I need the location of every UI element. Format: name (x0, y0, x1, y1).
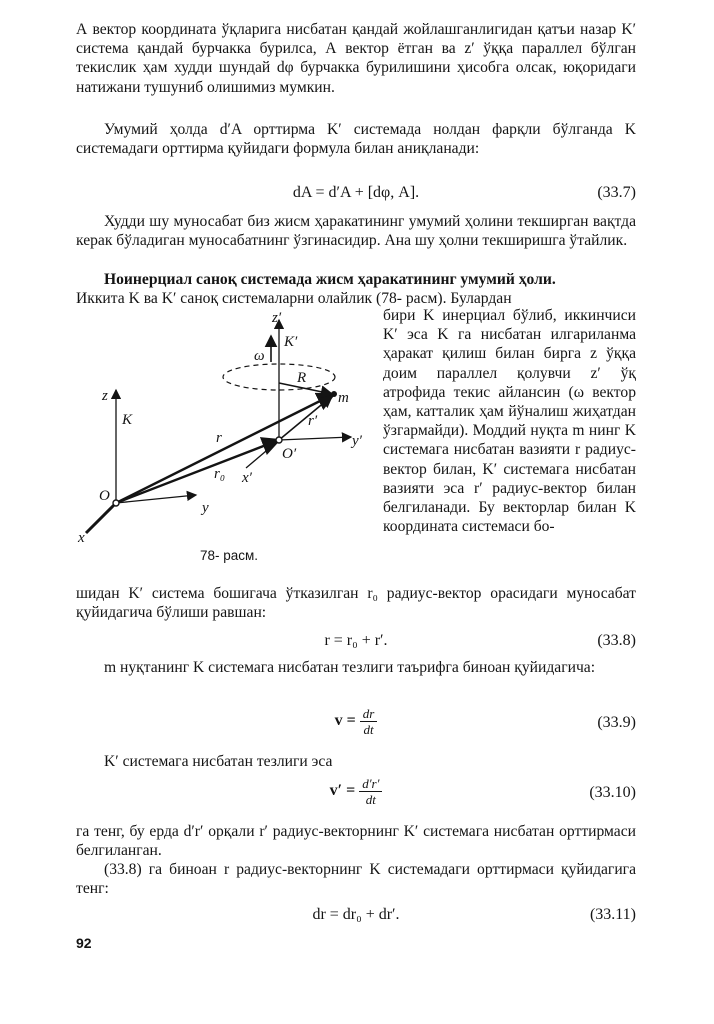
equation-33-8-number: (33.8) (597, 632, 636, 649)
y-prime-axis (279, 437, 351, 440)
label-y: y (202, 500, 209, 516)
equation-33-8 (76, 630, 636, 654)
label-K-prime: K′ (284, 334, 298, 350)
r-vector (116, 394, 334, 503)
equation-33-10-fraction (359, 776, 382, 807)
x-prime-axis (246, 440, 279, 468)
equation-33-9 (76, 706, 636, 740)
relation-text: Худди шу муносабат биз жисм ҳаракатининг умумий ҳолини текширган вақтда керак бўладиган муносабатнинг ўзгинасидир. Ана шу ҳолни текширишга ўтайлик. (76, 213, 636, 250)
paragraph-velocity-K-prime (76, 752, 636, 771)
equation-33-7-number: (33.7) (597, 184, 636, 201)
paragraph-radius-relation (76, 584, 636, 622)
label-r-prime: r′ (308, 413, 318, 429)
label-y-prime: y′ (352, 433, 362, 449)
equation-33-7 (76, 182, 636, 206)
paragraph-general-case (76, 120, 636, 158)
equation-33-11-number: (33.11) (589, 906, 636, 923)
section-heading: Ноинерциал саноқ системада жисм ҳаракатининг умумий ҳоли. (104, 271, 556, 288)
origin-O-prime (276, 437, 282, 443)
systems-intro-text: Иккита K ва K′ саноқ системаларни олайлик (78- расм). Булардан (76, 290, 512, 308)
label-m: m (338, 390, 349, 406)
equation-33-9-denominator: dt (363, 722, 374, 737)
label-r: r (216, 430, 222, 446)
paragraph-velocity-K (76, 658, 636, 677)
equation-33-10-formula (76, 776, 636, 807)
label-x: x (78, 530, 85, 546)
general-case-text: Умумий ҳолда d′A орттирма K′ системада нолдан фарқли бўлганда K системадаги орттирма қуйидаги формула билан аниқланади: (76, 121, 636, 158)
page-number: 92 (76, 935, 92, 951)
equation-33-10-denominator: dt (365, 792, 376, 807)
increment-K-text: (33.8) га биноан r радиус-векторнинг K системадаги орттирмаси қуйидагига тенг: (76, 861, 636, 898)
point-m (331, 391, 337, 397)
equation-33-10-lhs: v′ = (329, 782, 356, 800)
equation-33-9-lhs: v = (334, 712, 356, 730)
label-K: K (122, 412, 133, 428)
paragraph-increment-definition (76, 822, 636, 860)
side-text: бири K инерциал бўлиб, иккинчиси K′ эса K га нисбатан илгариланма ҳаракат қилиш билан бирга z ўққа доим параллел қолувчи z′ ўқ атрофида текис айлансин (ω вектор ҳам, катталик ҳам йўналиш жиҳатдан ўзгармайди). Моддий нуқта m нинг K системага нисбатан вазияти r радиус-вектор билан, K′ системага нисбатан вазияти эса r′ радиус-вектор билан белгиланади. Бу векторлар билан K координата системаси бо- (383, 307, 636, 536)
label-x-prime: x′ (242, 470, 252, 486)
label-z-prime: z′ (272, 310, 282, 326)
equation-33-8-formula: r = r₀ + r′. (324, 632, 388, 649)
label-omega: ω (254, 348, 265, 364)
label-R: R (297, 370, 307, 386)
equation-33-10 (76, 776, 636, 810)
velocity-K-prime-text: K′ системага нисбатан тезлиги эса (104, 753, 333, 770)
paragraph-relation (76, 212, 636, 250)
side-text-column (383, 306, 636, 536)
equation-33-9-number: (33.9) (597, 714, 636, 731)
intro-paragraph (76, 20, 636, 97)
equation-33-10-numerator: d′r′ (359, 776, 382, 792)
figure-caption: 78- расм. (200, 548, 259, 563)
equation-33-7-formula: dA = d′A + [dφ, A]. (292, 184, 420, 201)
equation-33-9-fraction (360, 706, 378, 737)
equation-33-11-formula: dr = dr₀ + dr′. (312, 906, 400, 923)
paragraph-increment-K (76, 860, 636, 898)
figure-78-diagram (66, 300, 381, 550)
x-axis (86, 503, 116, 533)
equation-33-9-numerator: dr (360, 706, 378, 722)
label-z: z (102, 388, 108, 404)
label-r0: r₀ (214, 466, 226, 482)
section-heading-line (76, 270, 636, 289)
label-O: O (99, 488, 110, 504)
velocity-K-text: m нуқтанинг K системага нисбатан тезлиги таърифга биноан қуйидагича: (104, 659, 596, 676)
equation-33-11 (76, 904, 636, 928)
equation-33-9-formula (76, 706, 636, 737)
label-O-prime: O′ (282, 446, 297, 462)
origin-O (113, 500, 119, 506)
radius-relation-text: шидан K′ система бошигача ўтказилган r₀ радиус-вектор орасидаги муносабат қуйидагича бўлиши равшан: (76, 585, 636, 622)
increment-definition-text: га тенг, бу ерда d′r′ орқали r′ радиус-векторнинг K′ системага нисбатан орттирмаси белгиланган. (76, 823, 636, 860)
intro-text: А вектор координата ўқларига нисбатан қандай жойлашганлигидан қатъи назар K′ система қандай бурчакка бурилса, А вектор ётган ва z′ ўққа параллел бўлган текислик ҳам худди шундай dφ бурчакка бурилишини ҳисобга олсак, юқоридаги натижани тушуниб олишимиз мумкин. (76, 21, 636, 96)
equation-33-10-number: (33.10) (589, 784, 636, 801)
r0-vector (116, 440, 279, 503)
figure-78 (66, 300, 381, 550)
